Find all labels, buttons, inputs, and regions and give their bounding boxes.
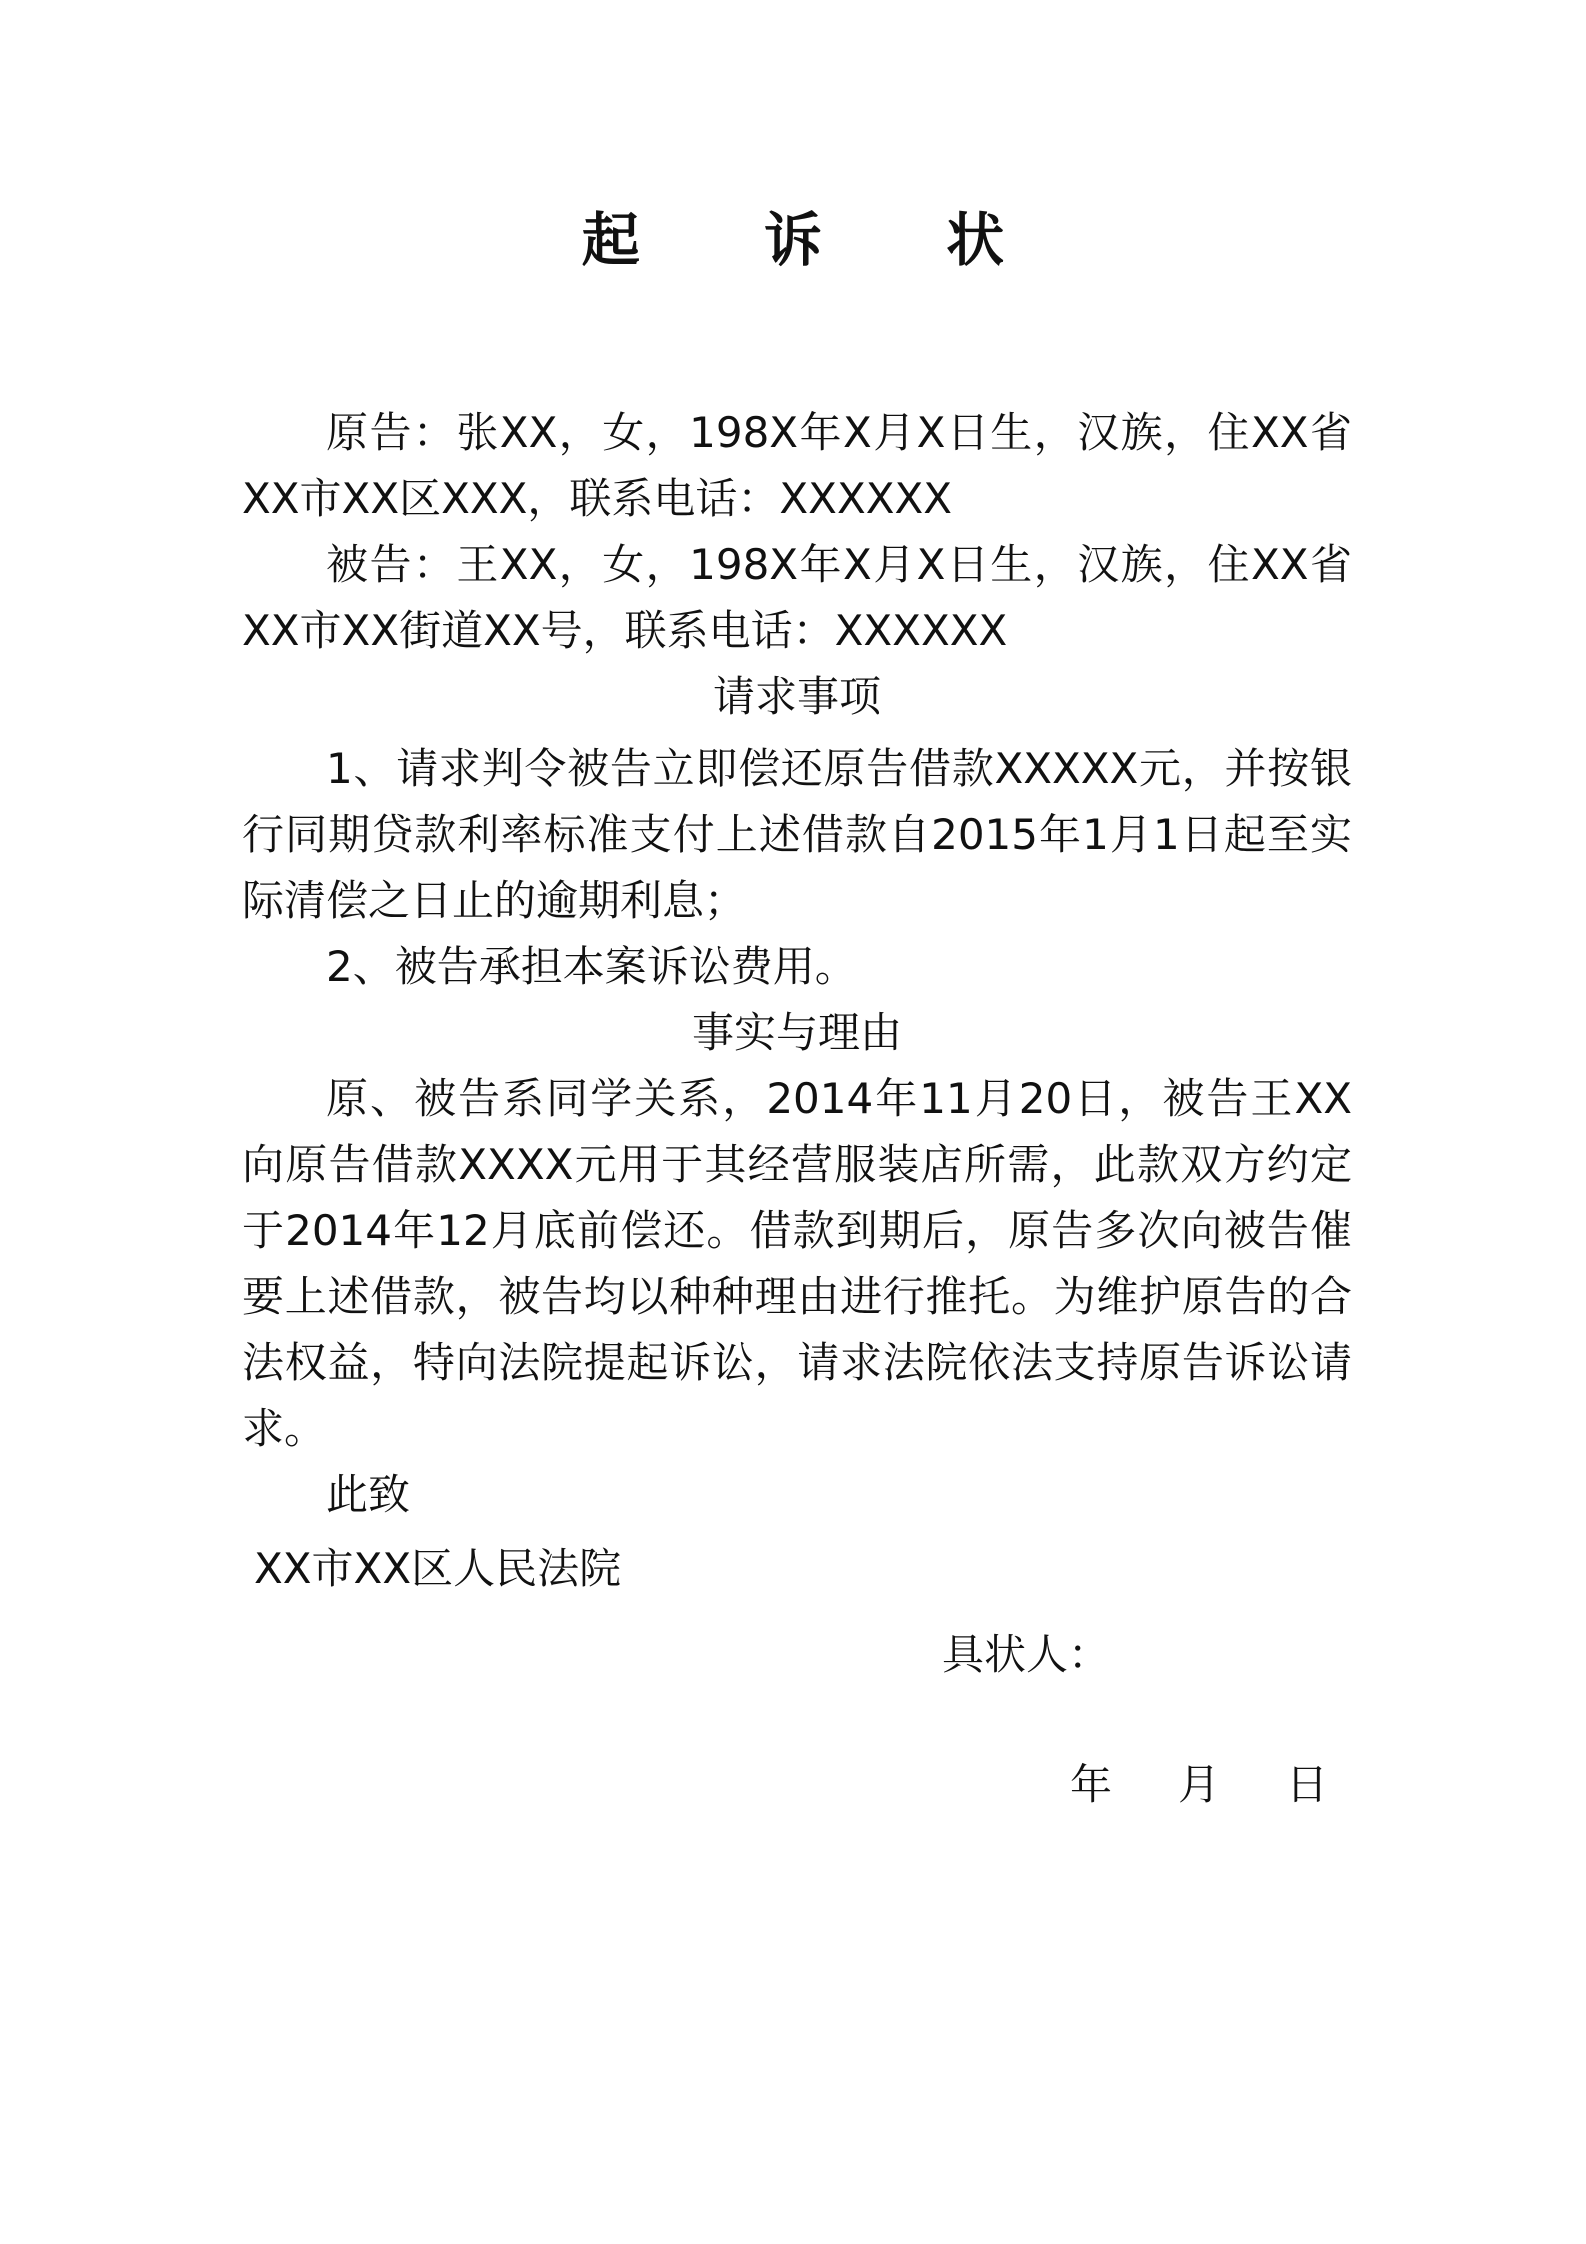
facts-heading: 事实与理由 <box>691 1008 902 1057</box>
document-title: 起 诉 状 <box>581 206 1057 274</box>
court-name: XX市XX区人民法院 <box>254 1544 622 1593</box>
document-body <box>242 400 1352 1602</box>
defendant-paragraph: 被告：王XX，女，198X年X月X日生，汉族，住XX省XX市XX街道XX号，联系电话：XXXXXX <box>242 540 1352 655</box>
claim-item-2: 2、被告承担本案诉讼费用。 <box>326 942 857 991</box>
facts-paragraph: 原、被告系同学关系，2014年11月20日，被告王XX向原告借款XXXX元用于其经营服装店所需，此款双方约定于2014年12月底前偿还。借款到期后，原告多次向被告催要上述借款，被告均以种种理由进行推托。为维护原告的合法权益，特向法院提起诉讼，请求法院依法支持原告诉讼请求。 <box>242 1074 1352 1453</box>
date-month: 月 <box>1178 1760 1221 1809</box>
salutation: 此致 <box>326 1470 411 1519</box>
date-line <box>1070 1752 1394 1818</box>
claim-item-1: 1、请求判令被告立即偿还原告借款XXXXX元，并按银行同期贷款利率标准支付上述借款自2015年1月1日起至实际清偿之日止的逾期利息； <box>242 744 1352 925</box>
signer-label: 具状人： <box>942 1630 1111 1679</box>
date-day: 日 <box>1286 1760 1329 1809</box>
date-year: 年 <box>1070 1760 1113 1809</box>
claims-heading: 请求事项 <box>712 672 881 721</box>
plaintiff-paragraph: 原告：张XX，女，198X年X月X日生，汉族，住XX省XX市XX区XXX，联系电话：XXXXXX <box>242 408 1352 523</box>
